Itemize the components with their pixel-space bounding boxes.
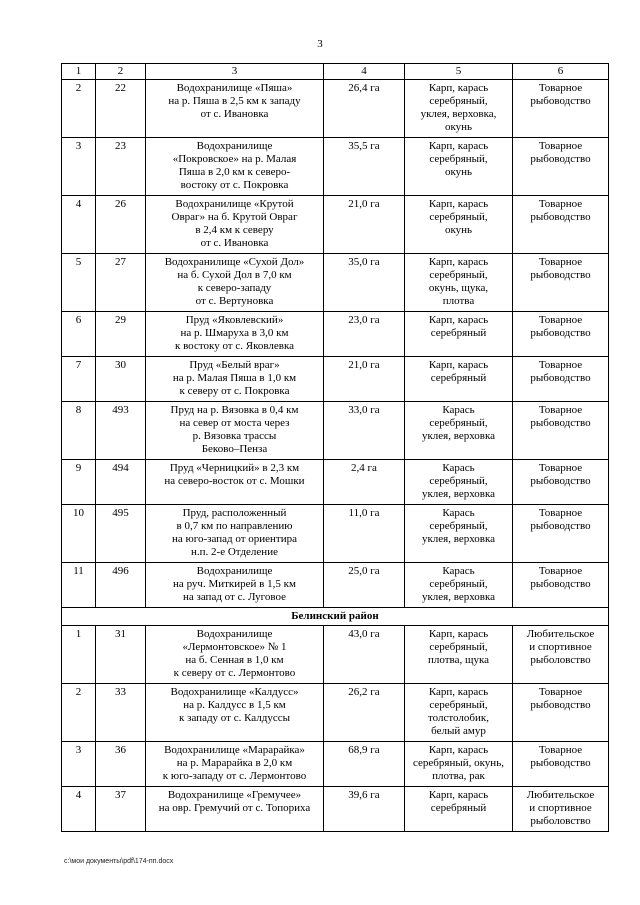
- registry-id: 494: [96, 460, 146, 505]
- fish-species: Карп, карась серебряный, окунь: [405, 196, 513, 254]
- usage-type: Товарное рыбоводство: [513, 505, 609, 563]
- usage-type: Товарное рыбоводство: [513, 684, 609, 742]
- header-cell: 5: [405, 64, 513, 80]
- area: 26,4 га: [324, 80, 405, 138]
- water-body-description: Пруд «Яковлевский» на р. Шмаруха в 3,0 км к востоку от с. Яковлевка: [146, 312, 324, 357]
- water-body-description: Пруд, расположенный в 0,7 км по направлению на юго-запад от ориентира н.п. 2-е Отделение: [146, 505, 324, 563]
- table-row: [62, 357, 609, 402]
- fish-species: Карась серебряный, уклея, верховка: [405, 402, 513, 460]
- area: 25,0 га: [324, 563, 405, 608]
- registry-id: 31: [96, 626, 146, 684]
- table-row: [62, 787, 609, 832]
- section-header-row: [62, 608, 609, 626]
- registry-id: 493: [96, 402, 146, 460]
- table-row: [62, 684, 609, 742]
- table-row: [62, 80, 609, 138]
- row-number: 2: [62, 684, 96, 742]
- table-row: [62, 138, 609, 196]
- registry-id: 37: [96, 787, 146, 832]
- water-body-description: Водохранилище «Крутой Овраг» на б. Крутой Овраг в 2,4 км к северу от с. Ивановка: [146, 196, 324, 254]
- row-number: 5: [62, 254, 96, 312]
- usage-type: Товарное рыбоводство: [513, 357, 609, 402]
- area: 21,0 га: [324, 357, 405, 402]
- registry-id: 36: [96, 742, 146, 787]
- registry-id: 496: [96, 563, 146, 608]
- header-cell: 3: [146, 64, 324, 80]
- usage-type: Товарное рыбоводство: [513, 138, 609, 196]
- registry-id: 30: [96, 357, 146, 402]
- table-row: [62, 402, 609, 460]
- water-body-description: Водохранилище «Пяша» на р. Пяша в 2,5 км к западу от с. Ивановка: [146, 80, 324, 138]
- column-number-row: [62, 64, 609, 80]
- file-path-footer: c:\мои документы\pdf\174-пп.docx: [64, 858, 174, 865]
- fish-species: Карп, карась серебряный: [405, 357, 513, 402]
- water-body-description: Водохранилище «Марарайка» на р. Марарайка в 2,0 км к юго-западу от с. Лермонтово: [146, 742, 324, 787]
- registry-id: 33: [96, 684, 146, 742]
- fish-species: Карась серебряный, уклея, верховка: [405, 563, 513, 608]
- usage-type: Товарное рыбоводство: [513, 312, 609, 357]
- header-cell: 1: [62, 64, 96, 80]
- usage-type: Товарное рыбоводство: [513, 402, 609, 460]
- row-number: 11: [62, 563, 96, 608]
- fish-species: Карп, карась серебряный, толстолобик, белый амур: [405, 684, 513, 742]
- usage-type: Товарное рыбоводство: [513, 254, 609, 312]
- water-body-description: Водохранилище «Калдусс» на р. Калдусс в 1,5 км к западу от с. Калдуссы: [146, 684, 324, 742]
- fish-species: Карп, карась серебряный, окунь, плотва, рак: [405, 742, 513, 787]
- area: 35,0 га: [324, 254, 405, 312]
- usage-type: Любительское и спортивное рыболовство: [513, 787, 609, 832]
- row-number: 7: [62, 357, 96, 402]
- fish-species: Карась серебряный, уклея, верховка: [405, 460, 513, 505]
- table-row: [62, 460, 609, 505]
- row-number: 6: [62, 312, 96, 357]
- fish-species: Карп, карась серебряный, окунь, щука, плотва: [405, 254, 513, 312]
- table-row: [62, 312, 609, 357]
- fisheries-table: [61, 63, 609, 832]
- usage-type: Товарное рыбоводство: [513, 460, 609, 505]
- area: 68,9 га: [324, 742, 405, 787]
- water-body-description: Водохранилище «Гремучее» на овр. Гремучий от с. Топориха: [146, 787, 324, 832]
- fish-species: Карп, карась серебряный, окунь: [405, 138, 513, 196]
- row-number: 2: [62, 80, 96, 138]
- district-title: Белинский район: [62, 608, 609, 626]
- water-body-description: Водохранилище на руч. Миткирей в 1,5 км на запад от с. Луговое: [146, 563, 324, 608]
- row-number: 9: [62, 460, 96, 505]
- registry-id: 22: [96, 80, 146, 138]
- fish-species: Карп, карась серебряный, плотва, щука: [405, 626, 513, 684]
- usage-type: Товарное рыбоводство: [513, 563, 609, 608]
- area: 35,5 га: [324, 138, 405, 196]
- table-row: [62, 505, 609, 563]
- row-number: 3: [62, 138, 96, 196]
- row-number: 4: [62, 787, 96, 832]
- usage-type: Товарное рыбоводство: [513, 742, 609, 787]
- fish-species: Карп, карась серебряный, уклея, верховка, окунь: [405, 80, 513, 138]
- area: 2,4 га: [324, 460, 405, 505]
- registry-id: 23: [96, 138, 146, 196]
- water-body-description: Пруд на р. Вязовка в 0,4 км на север от моста через р. Вязовка трассы Беково–Пенза: [146, 402, 324, 460]
- header-cell: 2: [96, 64, 146, 80]
- header-cell: 6: [513, 64, 609, 80]
- row-number: 4: [62, 196, 96, 254]
- water-body-description: Водохранилище «Лермонтовское» № 1 на б. Сенная в 1,0 км к северу от с. Лермонтово: [146, 626, 324, 684]
- table-row: [62, 196, 609, 254]
- area: 21,0 га: [324, 196, 405, 254]
- table-row: [62, 563, 609, 608]
- registry-id: 27: [96, 254, 146, 312]
- usage-type: Товарное рыбоводство: [513, 80, 609, 138]
- area: 23,0 га: [324, 312, 405, 357]
- water-body-description: Водохранилище «Сухой Дол» на б. Сухой Дол в 7,0 км к северо-западу от с. Вертуновка: [146, 254, 324, 312]
- water-body-description: Пруд «Белый враг» на р. Малая Пяша в 1,0 км к северу от с. Покровка: [146, 357, 324, 402]
- row-number: 3: [62, 742, 96, 787]
- water-body-description: Пруд «Черницкий» в 2,3 км на северо-восток от с. Мошки: [146, 460, 324, 505]
- header-cell: 4: [324, 64, 405, 80]
- fish-species: Карп, карась серебряный: [405, 312, 513, 357]
- registry-id: 26: [96, 196, 146, 254]
- water-body-description: Водохранилище «Покровское» на р. Малая Пяша в 2,0 км к северо- востоку от с. Покровка: [146, 138, 324, 196]
- registry-id: 29: [96, 312, 146, 357]
- table-row: [62, 254, 609, 312]
- usage-type: Товарное рыбоводство: [513, 196, 609, 254]
- fish-species: Карп, карась серебряный: [405, 787, 513, 832]
- area: 39,6 га: [324, 787, 405, 832]
- page-number: 3: [317, 38, 323, 50]
- usage-type: Любительское и спортивное рыболовство: [513, 626, 609, 684]
- row-number: 1: [62, 626, 96, 684]
- row-number: 10: [62, 505, 96, 563]
- registry-id: 495: [96, 505, 146, 563]
- table-row: [62, 626, 609, 684]
- area: 33,0 га: [324, 402, 405, 460]
- area: 43,0 га: [324, 626, 405, 684]
- row-number: 8: [62, 402, 96, 460]
- fish-species: Карась серебряный, уклея, верховка: [405, 505, 513, 563]
- table-row: [62, 742, 609, 787]
- area: 26,2 га: [324, 684, 405, 742]
- area: 11,0 га: [324, 505, 405, 563]
